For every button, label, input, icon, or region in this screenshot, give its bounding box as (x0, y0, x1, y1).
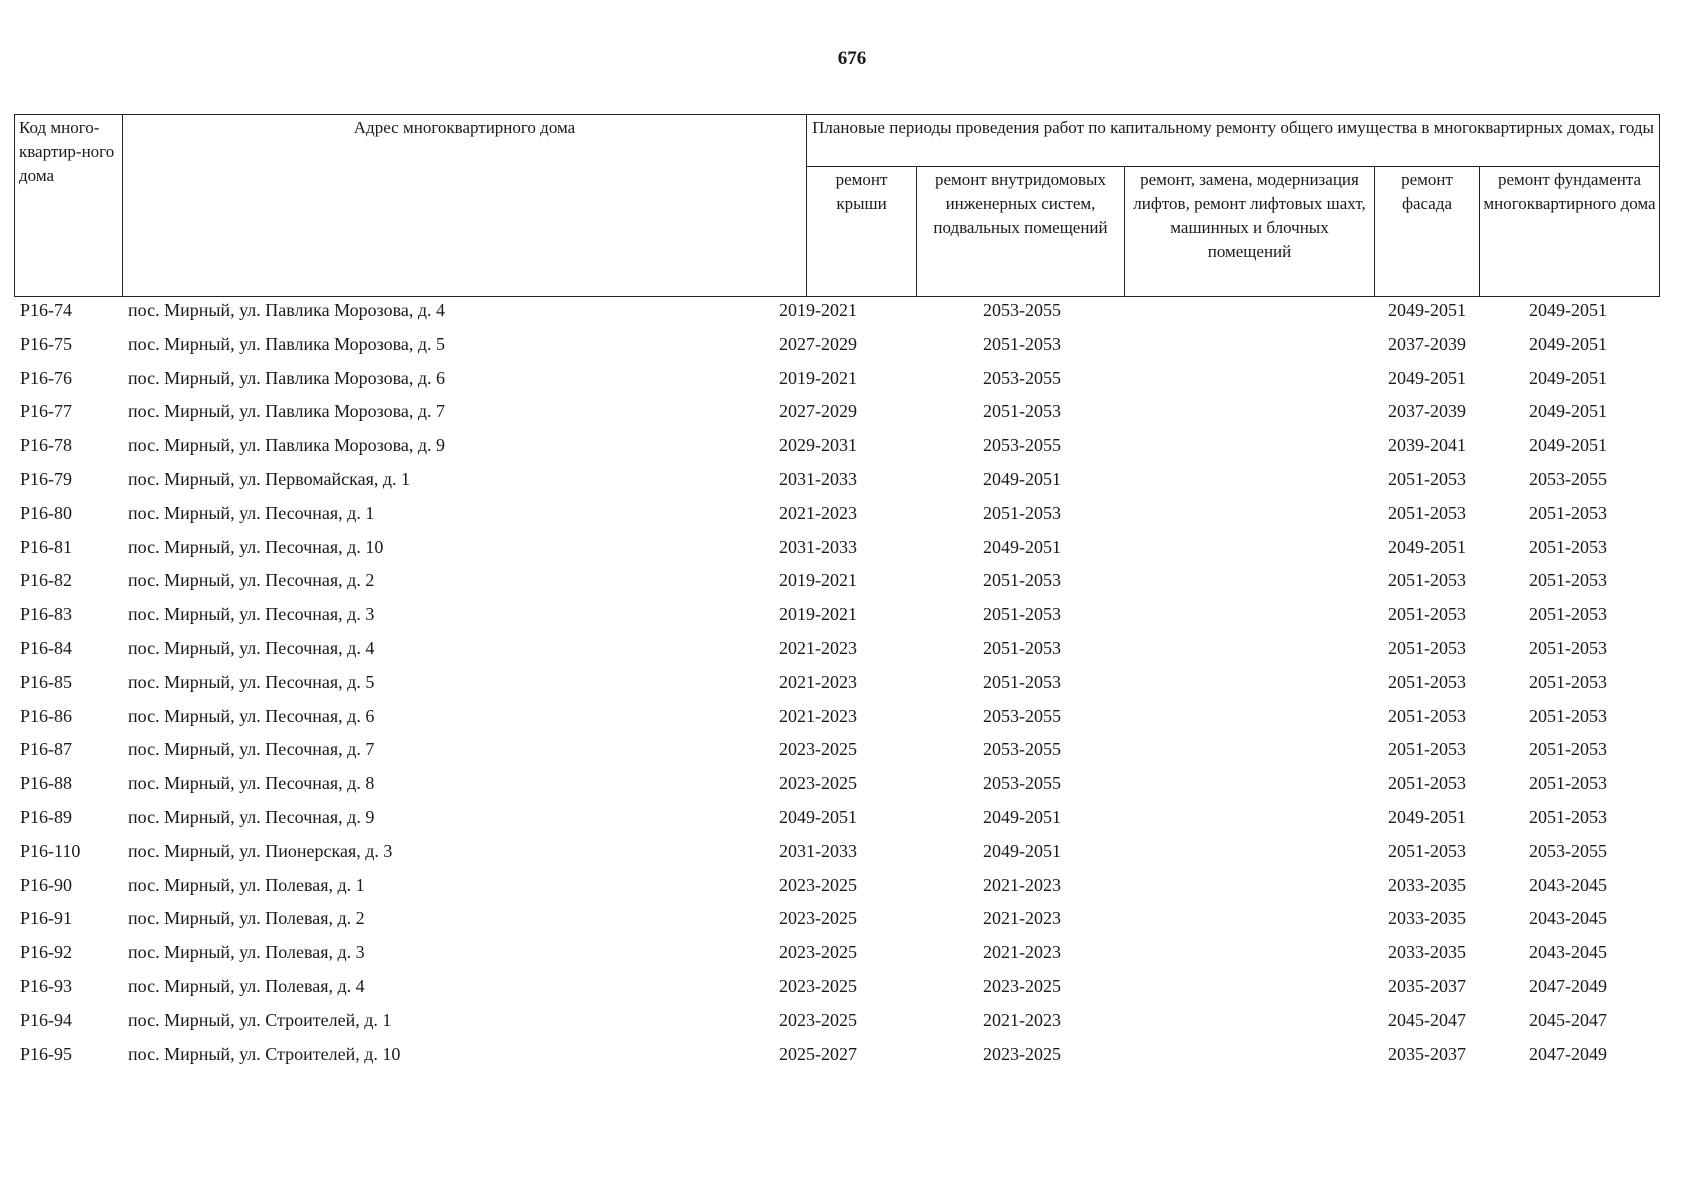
row-code: P16-84 (20, 637, 73, 658)
row-code: P16-78 (20, 435, 73, 456)
row-facade-period: 2051-2053 (1388, 604, 1466, 625)
row-engineering-period: 2051-2053 (983, 333, 1061, 354)
row-address: пос. Мирный, ул. Строителей, д. 1 (128, 1009, 392, 1030)
row-engineering-period: 2053-2055 (983, 773, 1061, 794)
row-facade-period: 2037-2039 (1388, 333, 1466, 354)
row-address: пос. Мирный, ул. Песочная, д. 1 (128, 502, 375, 523)
row-engineering-period: 2051-2053 (983, 604, 1061, 625)
row-roof-period: 2049-2051 (779, 806, 857, 827)
row-engineering-period: 2021-2023 (983, 1009, 1061, 1030)
row-code: P16-110 (20, 840, 81, 861)
row-address: пос. Мирный, ул. Полевая, д. 3 (128, 942, 365, 963)
row-code: P16-87 (20, 739, 73, 760)
row-engineering-period: 2049-2051 (983, 536, 1061, 557)
row-code: P16-74 (20, 300, 73, 320)
row-foundation-period: 2051-2053 (1529, 773, 1607, 794)
row-facade-period: 2039-2041 (1388, 435, 1466, 456)
row-foundation-period: 2043-2045 (1529, 874, 1607, 895)
row-engineering-period: 2021-2023 (983, 942, 1061, 963)
row-address: пос. Мирный, ул. Павлика Морозова, д. 5 (128, 333, 446, 354)
row-foundation-period: 2047-2049 (1529, 975, 1607, 996)
row-facade-period: 2051-2053 (1388, 671, 1466, 692)
row-foundation-period: 2043-2045 (1529, 908, 1607, 929)
row-foundation-period: 2047-2049 (1529, 1043, 1607, 1064)
row-address: пос. Мирный, ул. Полевая, д. 1 (128, 874, 365, 895)
row-code: P16-95 (20, 1043, 73, 1064)
header-engineering: ремонт внутридомовых инженерных систем, подвальных помещений (917, 167, 1125, 297)
row-engineering-period: 2049-2051 (983, 840, 1061, 861)
row-roof-period: 2019-2021 (779, 570, 857, 591)
header-roof: ремонт крыши (807, 167, 917, 297)
row-roof-period: 2023-2025 (779, 739, 857, 760)
row-roof-period: 2023-2025 (779, 1009, 857, 1030)
row-address: пос. Мирный, ул. Песочная, д. 2 (128, 570, 375, 591)
row-engineering-period: 2021-2023 (983, 874, 1061, 895)
row-foundation-period: 2051-2053 (1529, 705, 1607, 726)
row-engineering-period: 2053-2055 (983, 705, 1061, 726)
row-roof-period: 2021-2023 (779, 705, 857, 726)
row-address: пос. Мирный, ул. Пионерская, д. 3 (128, 840, 393, 861)
row-engineering-period: 2049-2051 (983, 468, 1061, 489)
row-foundation-period: 2051-2053 (1529, 604, 1607, 625)
row-facade-period: 2051-2053 (1388, 773, 1466, 794)
row-code: P16-77 (20, 401, 73, 422)
page-number: 676 (837, 48, 867, 69)
row-code: P16-88 (20, 773, 73, 794)
row-address: пос. Мирный, ул. Павлика Морозова, д. 4 (128, 300, 446, 320)
row-foundation-period: 2051-2053 (1529, 570, 1607, 591)
row-address: пос. Мирный, ул. Песочная, д. 6 (128, 705, 375, 726)
row-engineering-period: 2049-2051 (983, 806, 1061, 827)
row-code: P16-75 (20, 333, 73, 354)
row-facade-period: 2051-2053 (1388, 502, 1466, 523)
header-address: Адрес многоквартирного дома (123, 115, 807, 297)
row-engineering-period: 2021-2023 (983, 908, 1061, 929)
row-foundation-period: 2053-2055 (1529, 468, 1607, 489)
row-engineering-period: 2023-2025 (983, 1043, 1061, 1064)
row-foundation-period: 2053-2055 (1529, 840, 1607, 861)
row-facade-period: 2051-2053 (1388, 637, 1466, 658)
row-foundation-period: 2049-2051 (1529, 300, 1607, 320)
row-facade-period: 2049-2051 (1388, 300, 1466, 320)
row-roof-period: 2031-2033 (779, 536, 857, 557)
row-foundation-period: 2049-2051 (1529, 401, 1607, 422)
row-code: P16-76 (20, 367, 73, 388)
row-address: пос. Мирный, ул. Песочная, д. 3 (128, 604, 375, 625)
row-facade-period: 2051-2053 (1388, 739, 1466, 760)
row-facade-period: 2051-2053 (1388, 570, 1466, 591)
row-roof-period: 2023-2025 (779, 773, 857, 794)
row-foundation-period: 2051-2053 (1529, 637, 1607, 658)
row-roof-period: 2023-2025 (779, 874, 857, 895)
row-address: пос. Мирный, ул. Песочная, д. 8 (128, 773, 375, 794)
header-code: Код много-квартир-ного дома (15, 115, 123, 297)
row-foundation-period: 2049-2051 (1529, 333, 1607, 354)
row-engineering-period: 2023-2025 (983, 975, 1061, 996)
row-roof-period: 2021-2023 (779, 502, 857, 523)
row-address: пос. Мирный, ул. Строителей, д. 10 (128, 1043, 401, 1064)
row-code: P16-82 (20, 570, 73, 591)
row-engineering-period: 2051-2053 (983, 570, 1061, 591)
row-facade-period: 2049-2051 (1388, 806, 1466, 827)
row-foundation-period: 2049-2051 (1529, 435, 1607, 456)
row-engineering-period: 2051-2053 (983, 401, 1061, 422)
row-roof-period: 2019-2021 (779, 300, 857, 320)
row-facade-period: 2049-2051 (1388, 536, 1466, 557)
row-code: P16-89 (20, 806, 73, 827)
row-address: пос. Мирный, ул. Павлика Морозова, д. 6 (128, 367, 446, 388)
row-code: P16-86 (20, 705, 73, 726)
row-address: пос. Мирный, ул. Песочная, д. 10 (128, 536, 384, 557)
row-address: пос. Мирный, ул. Первомайская, д. 1 (128, 468, 411, 489)
row-engineering-period: 2053-2055 (983, 739, 1061, 760)
row-foundation-period: 2051-2053 (1529, 536, 1607, 557)
row-address: пос. Мирный, ул. Полевая, д. 2 (128, 908, 365, 929)
row-roof-period: 2021-2023 (779, 671, 857, 692)
row-code: P16-90 (20, 874, 73, 895)
row-facade-period: 2045-2047 (1388, 1009, 1466, 1030)
row-roof-period: 2023-2025 (779, 908, 857, 929)
row-roof-period: 2019-2021 (779, 367, 857, 388)
row-facade-period: 2033-2035 (1388, 874, 1466, 895)
row-roof-period: 2027-2029 (779, 401, 857, 422)
row-roof-period: 2023-2025 (779, 975, 857, 996)
row-roof-period: 2023-2025 (779, 942, 857, 963)
row-engineering-period: 2051-2053 (983, 671, 1061, 692)
row-address: пос. Мирный, ул. Песочная, д. 7 (128, 739, 375, 760)
row-facade-period: 2033-2035 (1388, 908, 1466, 929)
row-address: пос. Мирный, ул. Песочная, д. 9 (128, 806, 375, 827)
row-roof-period: 2025-2027 (779, 1043, 857, 1064)
row-foundation-period: 2051-2053 (1529, 502, 1607, 523)
row-address: пос. Мирный, ул. Павлика Морозова, д. 7 (128, 401, 446, 422)
row-foundation-period: 2043-2045 (1529, 942, 1607, 963)
table-header (14, 114, 1660, 297)
row-code: P16-85 (20, 671, 73, 692)
row-facade-period: 2035-2037 (1388, 975, 1466, 996)
row-address: пос. Мирный, ул. Песочная, д. 5 (128, 671, 375, 692)
row-foundation-period: 2049-2051 (1529, 367, 1607, 388)
row-address: пос. Мирный, ул. Полевая, д. 4 (128, 975, 365, 996)
row-engineering-period: 2053-2055 (983, 435, 1061, 456)
row-engineering-period: 2051-2053 (983, 502, 1061, 523)
row-code: P16-80 (20, 502, 73, 523)
row-code: P16-92 (20, 942, 73, 963)
row-roof-period: 2031-2033 (779, 840, 857, 861)
row-address: пос. Мирный, ул. Песочная, д. 4 (128, 637, 375, 658)
row-facade-period: 2051-2053 (1388, 705, 1466, 726)
row-roof-period: 2019-2021 (779, 604, 857, 625)
row-foundation-period: 2051-2053 (1529, 671, 1607, 692)
row-roof-period: 2031-2033 (779, 468, 857, 489)
row-foundation-period: 2045-2047 (1529, 1009, 1607, 1030)
row-facade-period: 2037-2039 (1388, 401, 1466, 422)
header-lifts: ремонт, замена, модернизация лифтов, ремонт лифтовых шахт, машинных и блочных помещений (1125, 167, 1375, 297)
row-code: P16-83 (20, 604, 73, 625)
row-roof-period: 2029-2031 (779, 435, 857, 456)
row-roof-period: 2021-2023 (779, 637, 857, 658)
row-engineering-period: 2051-2053 (983, 637, 1061, 658)
row-engineering-period: 2053-2055 (983, 367, 1061, 388)
row-code: P16-91 (20, 908, 73, 929)
header-foundation: ремонт фундамента многоквартирного дома (1480, 167, 1660, 297)
row-code: P16-93 (20, 975, 73, 996)
header-facade: ремонт фасада (1375, 167, 1480, 297)
row-foundation-period: 2051-2053 (1529, 806, 1607, 827)
row-facade-period: 2051-2053 (1388, 468, 1466, 489)
row-code: P16-81 (20, 536, 73, 557)
row-facade-period: 2035-2037 (1388, 1043, 1466, 1064)
row-code: P16-94 (20, 1009, 73, 1030)
row-facade-period: 2049-2051 (1388, 367, 1466, 388)
row-facade-period: 2033-2035 (1388, 942, 1466, 963)
row-roof-period: 2027-2029 (779, 333, 857, 354)
row-address: пос. Мирный, ул. Павлика Морозова, д. 9 (128, 435, 446, 456)
header-periods: Плановые периоды проведения работ по капитальному ремонту общего имущества в многоквартирных домах, годы (807, 115, 1660, 167)
row-engineering-period: 2053-2055 (983, 300, 1061, 320)
row-facade-period: 2051-2053 (1388, 840, 1466, 861)
row-foundation-period: 2051-2053 (1529, 739, 1607, 760)
row-code: P16-79 (20, 468, 73, 489)
